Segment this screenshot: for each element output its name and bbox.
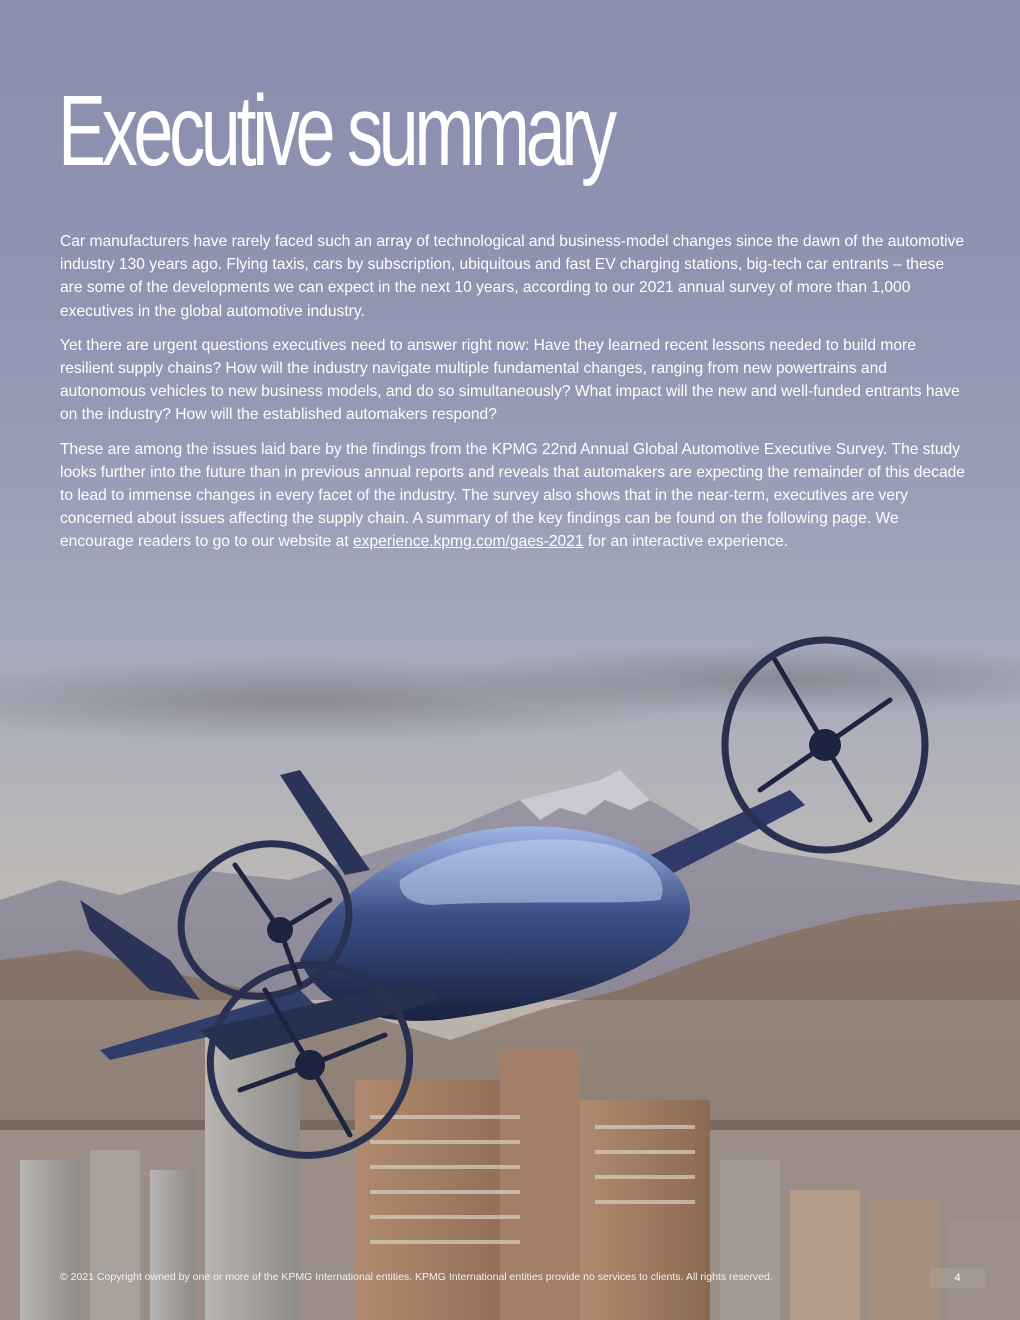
paragraph-2: Yet there are urgent questions executives need to answer right now: Have they learned recent lessons needed to build more resilient supply chains? How will the industry navigate multiple fundamental changes, ranging from new powertrains and autonomous vehicles to new business models, and do so simultaneously? What impact will the new and well-funded entrants have on the industry? How will the established automakers respond? xyxy=(60,336,960,424)
paragraph-3 xyxy=(60,438,965,554)
website-link[interactable]: experience.kpmg.com/gaes-2021 xyxy=(353,533,584,551)
page-title: Executive summary xyxy=(58,75,613,187)
page-number: 4 xyxy=(930,1268,985,1288)
intro-text xyxy=(60,230,965,565)
paragraph-3-tail: for an interactive experience. xyxy=(583,533,789,551)
paragraph-3-text: These are among the issues laid bare by the findings from the KPMG 22nd Annual Global Automotive Executive Survey. The study looks further into the future than in previous annual reports and reveals that automakers are expecting the remainder of this decade to lead to immense changes in every facet of the industry. The survey also shows that in the near-term, executives are very concerned about issues affecting the supply chain. A summary of the key findings can be found on the following page. We encourage readers to go to our website at xyxy=(60,440,965,551)
paragraph-1: Car manufacturers have rarely faced such an array of technological and business-model changes since the dawn of the automotive industry 130 years ago. Flying taxis, cars by subscription, ubiquitous and fast EV charging stations, big-tech car entrants – these are some of the developments we can expect in the next 10 years, according to our 2021 annual survey of more than 1,000 executives in the global automotive industry. xyxy=(60,233,965,320)
copyright-footer: © 2021 Copyright owned by one or more of the KPMG International entities. KPMG International entities provide no services to clients. All rights reserved. xyxy=(60,1271,773,1283)
